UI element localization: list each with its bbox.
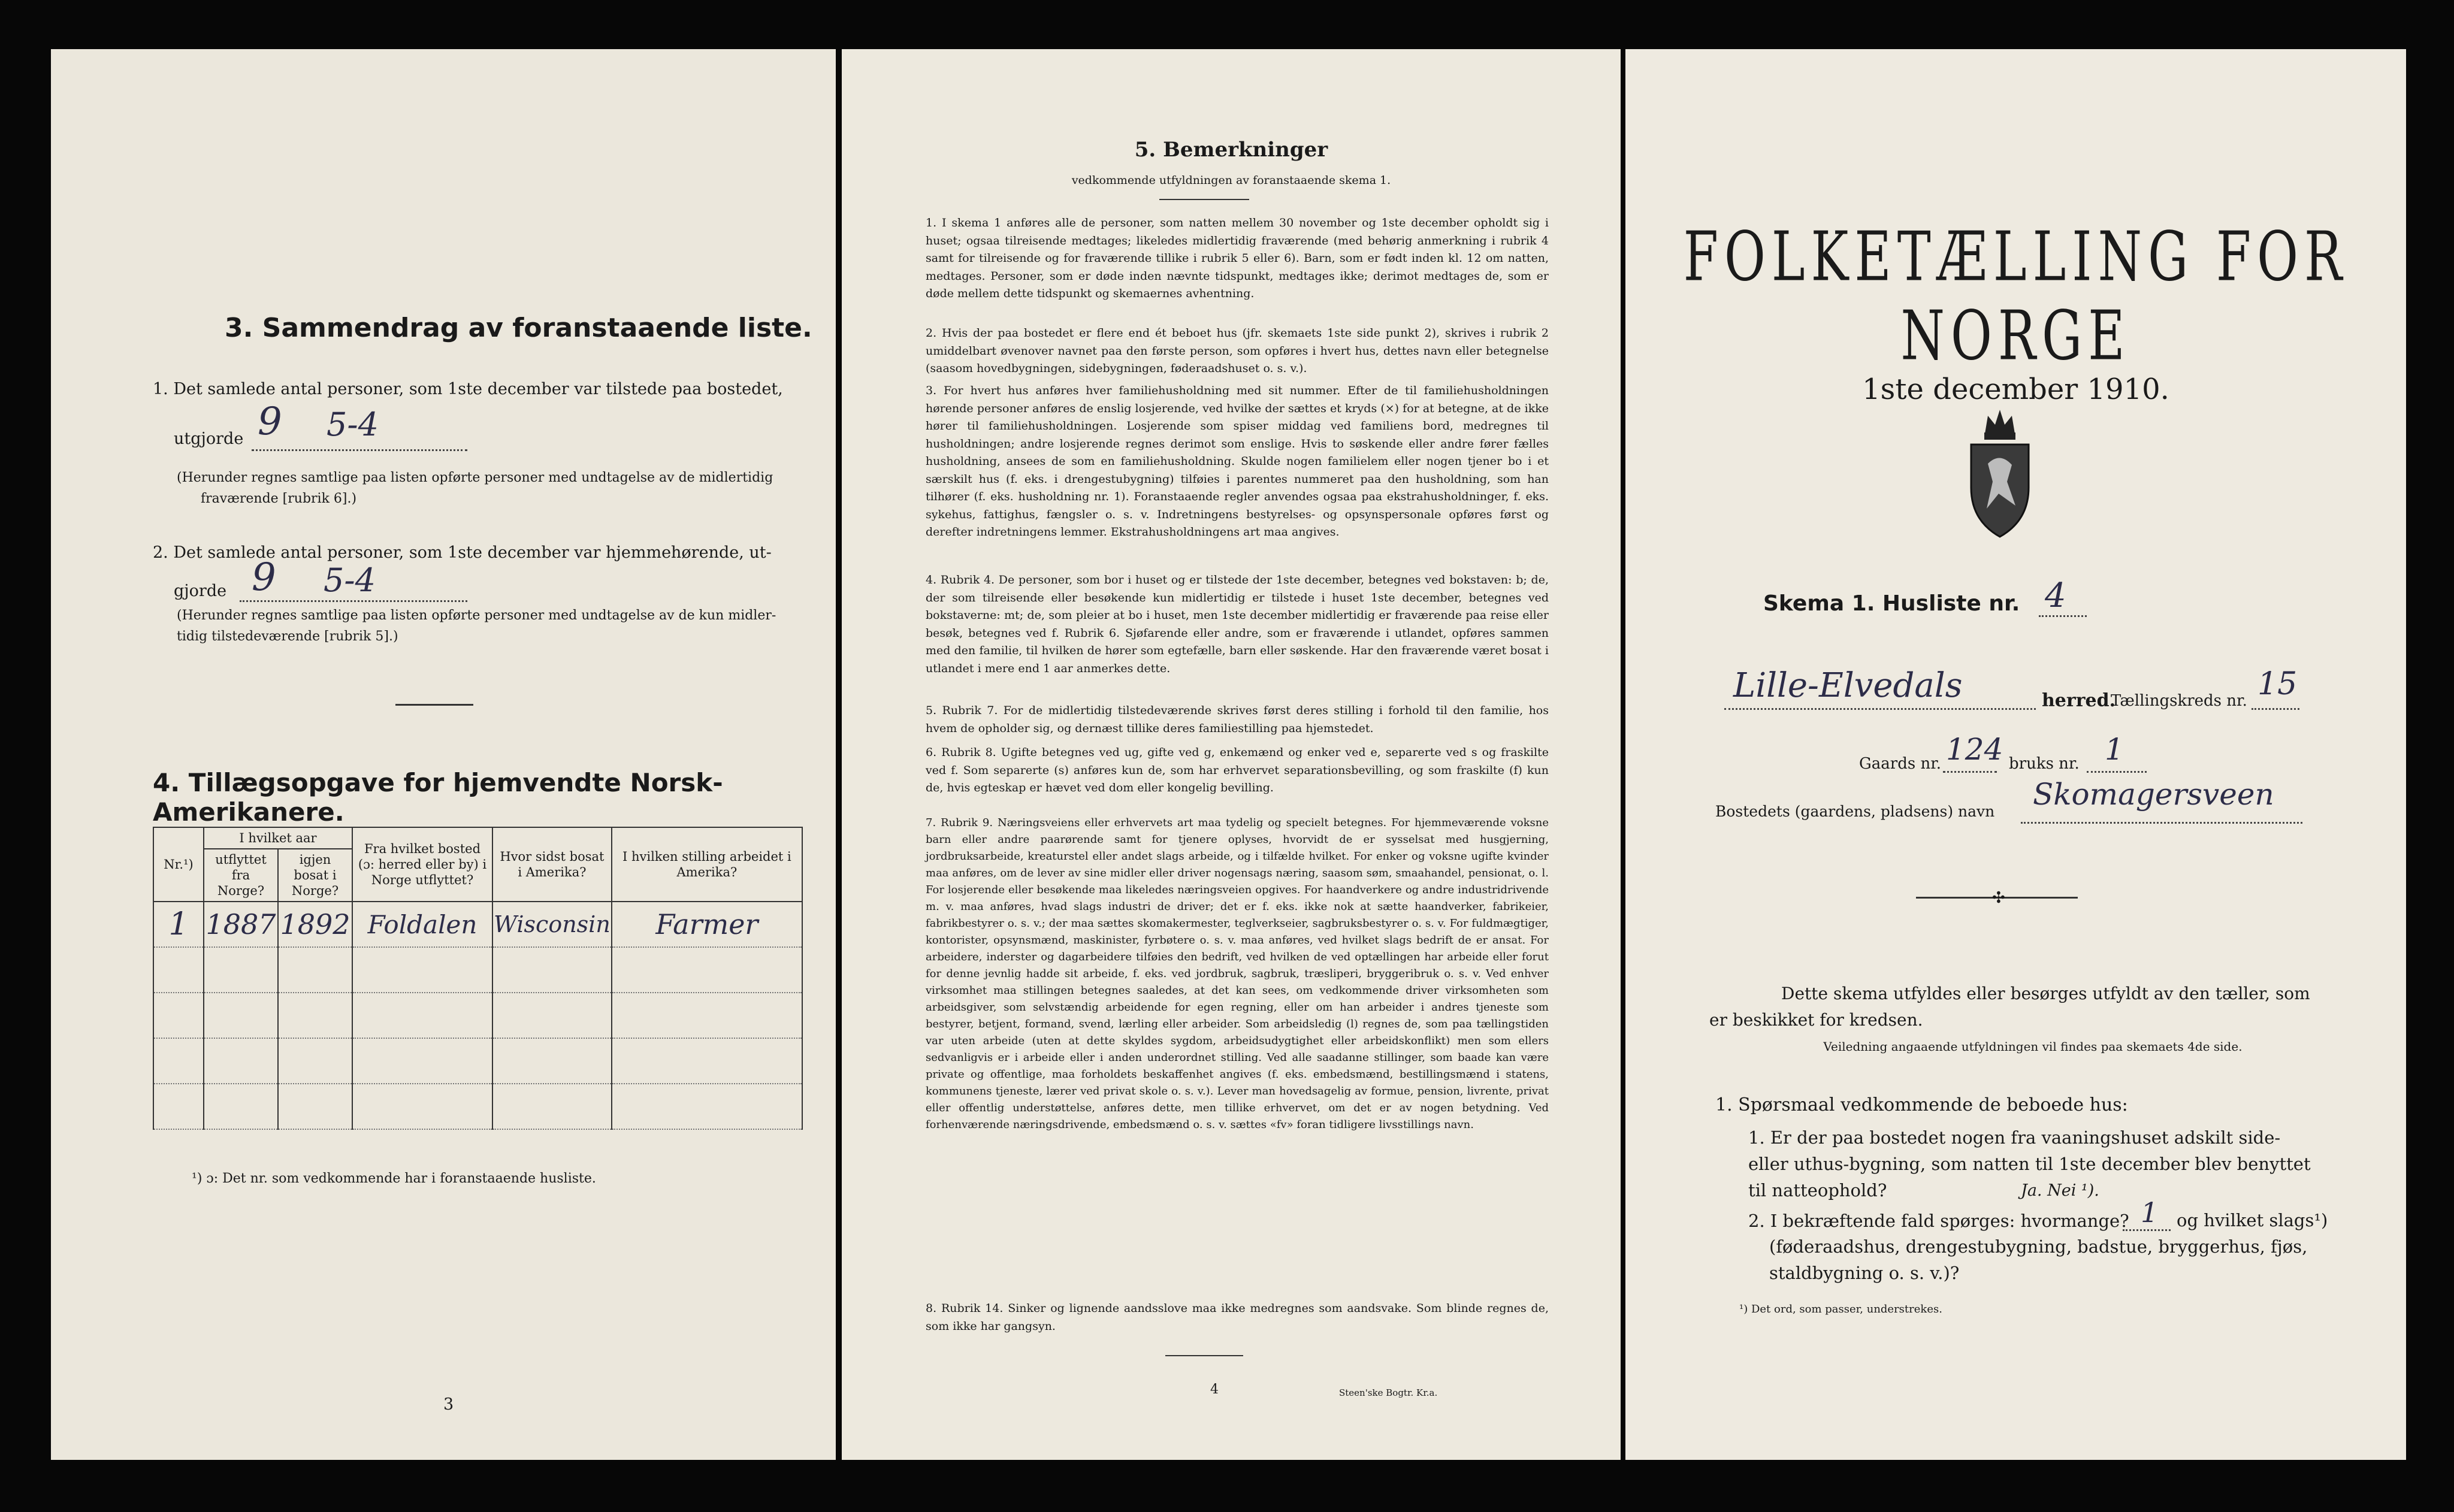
q1-note2: fraværende [rubrik 6].) (201, 491, 357, 506)
page-number: 4 (1210, 1382, 1219, 1397)
th-from-where: Fra hvilket bosted (ɔ: herred eller by) i Norge utflyttet? (352, 827, 492, 902)
table-row (153, 993, 802, 1038)
coat-of-arms-icon (1964, 398, 2036, 542)
row-returned: 1892 (278, 902, 352, 947)
herred-dotted (1724, 708, 2036, 710)
question-1: 1. Er der paa bostedet nogen fra vaaningshuset adskilt side- eller uthus-bygning, som natten til 1ste december blev benyttet til natteophold? (1748, 1127, 2311, 1200)
skema-label: Skema 1. Husliste nr. (1763, 591, 2020, 616)
q1-value: 9 (258, 400, 282, 444)
herred-label: herred. (2042, 690, 2116, 711)
th-occupation: I hvilken stilling arbeidet i Amerika? (612, 827, 802, 902)
husliste-dotted (2039, 615, 2087, 617)
herred-value: Lille-Elvedals (1733, 666, 1963, 705)
remark-item-8: 8. Rubrik 14. Sinker og lignende aandsslove maa ikke medregnes som aandsvake. Som blinde regnes de, som ikke har gangsyn. (926, 1302, 1549, 1333)
census-title: FOLKETÆLLING FOR NORGE (1683, 217, 2349, 376)
q2-line1: 2. Det samlede antal personer, som 1ste december var hjemmehørende, ut- (153, 543, 772, 562)
row-nr: 1 (153, 902, 204, 947)
bosted-dotted (2021, 822, 2302, 824)
q2-dotted-line (240, 600, 467, 602)
kreds-label: Tællingskreds nr. (2111, 692, 2247, 710)
table-footnote: ¹) ɔ: Det nr. som vedkommende har i foranstaaende husliste. (192, 1171, 596, 1186)
table-row (153, 1084, 802, 1129)
divider (1165, 1355, 1243, 1356)
right-page (1625, 49, 2406, 1460)
remarks-title: 5. Bemerkninger (1134, 138, 1328, 162)
page-number: 3 (443, 1395, 454, 1414)
middle-page (842, 49, 1621, 1460)
ornament-icon: ✣ (1992, 889, 2005, 907)
remarks-subtitle: vedkommende utfyldningen av foranstaaende skema 1. (1071, 174, 1391, 187)
q2-value: 9 (252, 555, 276, 600)
section3-title: 3. Sammendrag av foranstaaende liste. (225, 313, 812, 343)
divider (1159, 199, 1249, 200)
gaards-dotted (1943, 771, 1997, 773)
question-2-count: 1 (2141, 1196, 2159, 1229)
q2-breakdown: 5-4 (324, 561, 376, 599)
remark-item-2: 2. Hvis der paa bostedet er flere end ét beboet hus (jfr. skemaets 1ste side punkt 2), skrives i rubrik 2 umiddelbart øvenover navnet paa den første person, som opføres i hvert hus, dettes navn eller betegnelse (saasom hovedbygningen, sidebygningen, føderaadshuset o. s. v.). (926, 326, 1549, 375)
remark-item-3: 3. For hvert hus anføres hver familiehusholdning med sit nummer. Efter de til familiehusholdningen hørende personer anføres de enslig losjerende, ved hvilke der sættes et kryds (×) for at betegne, at de ikke hører til familiehusholdningen. Losjerende som spiser middag ved familiens bord, medregnes til husholdningen; andre losjerende regnes derimot som enslige. Hvis to søskende eller andre fører fælles husholdning, ansees de som en familiehusholdning. Skulde nogen familielem eller nogen tjener bo i et særskilt hus (f. eks. i drengestubygning) tilføies i parentes nummeret paa den husholdning, som han tilhører (f. eks. husholdning nr. 1). Foranstaaende regler anvendes ogsaa paa ekstrahusholdninger, f. eks. sykehus, fattighus, fængsler o. s. v. Indretningens bestyrelses- og opsynspersonale opføres først og derefter indretningens lemmer. Ekstrahusholdningens art maa angives. (926, 384, 1549, 539)
printer-mark: Steen'ske Bogtr. Kr.a. (1339, 1387, 1438, 1398)
table-row (153, 1038, 802, 1084)
right-footnote: ¹) Det ord, som passer, understrekes. (1739, 1303, 1942, 1316)
q1-note1: (Herunder regnes samtlige paa listen opførte personer med undtagelse av de midlertidig (177, 470, 773, 485)
remark-item-4: 4. Rubrik 4. De personer, som bor i huset og er tilstede der 1ste december, betegnes ved bokstaven: b; de, der som tilreisende eller besøkende kun midlertidig er tilstede i huset 1ste december, betegnes ved bokstaverne: mt; de, som pleier at bo i huset, men 1ste december midlertidig er fraværende paa reise eller besøk, betegnes ved f. Rubrik 6. Sjøfarende eller andre, som er fraværende i utlandet, opføres sammen med den familie, til hvilken de hører som egtefælle, barn eller søskende. Har den fraværende været bosat i utlandet i mere end 1 aar anmerkes dette. (926, 573, 1549, 675)
husliste-nr: 4 (2045, 576, 2066, 615)
q2-note2: tidig tilstedeværende [rubrik 5].) (177, 629, 398, 644)
q1-label: utgjorde (174, 430, 244, 448)
row-from-where: Foldalen (352, 902, 492, 947)
th-last-residence: Hvor sidst bosat i Amerika? (492, 827, 612, 902)
kreds-dotted (2251, 708, 2299, 710)
remark-item-1: 1. I skema 1 anføres alle de personer, som natten mellem 30 november og 1ste december opholdt sig i huset; ogsaa tilreisende medtages; likeledes midlertidig fraværende (med behørig anmerkning i rubrik 4 samt for tilreisende og for fraværende tillike i rubrik 5 eller 6). Barn, som er født inden kl. 12 om natten, medtages. Personer, som er døde inden nævnte tidspunkt, medtages ikke; derimot medtages de, som er døde mellem dette tidspunkt og skemaernes avhentning. (926, 216, 1549, 300)
row-occupation: Farmer (612, 902, 802, 947)
remark-item-5: 5. Rubrik 7. For de midlertidig tilstedeværende skrives først deres stilling i forhold til den familie, hos hvem de opholder sig, og dernæst tillike deres familiestilling paa hjemstedet. (926, 704, 1549, 735)
remark-item-7: 7. Rubrik 9. Næringsveiens eller erhvervets art maa tydelig og specielt betegnes. For hjemmeværende voksne barn eller andre paarørende samt for tjenere oplyses, hvorvidt de er sysselsat med husgjerning, jordbruksarbeide, kreaturstel eller andet slags arbeide, og i tilfælde hvilket. For enker og voksne ugifte kvinder maa anføres, om de lever av sine midler eller driver nogensags næring, saasom søm, smaahandel, pensionat, o. l. For losjerende eller besøkende maa likeledes næringsveien opgives. For haandverkere og andre industridrivende m. v. maa anføres, hvad slags industri de driver; det er f. eks. ikke nok at sætte haandverker, fabrikeier, fabrikbestyrer o. s. v.; der maa sættes skomakermester, teglverkseier, sagbruksbestyrer o. s. v. For fuldmægtiger, kontorister, opsynsmænd, maskinister, fyrbøtere o. s. v. maa anføres, ved hvilket slags bedrift de er ansat. For arbeidere, inderster og dagarbeidere tilføies den bedrift, ved hvilken de ved optællingen har arbeide eller forut for denne jevnlig hadde sit arbeide, f. eks. ved jordbruk, sagbruk, træsliperi, bryggeribruk o. s. v. Ved enhver virksomhet maa stillingen betegnes saaledes, at det kan sees, om vedkommende driver virksomheten som arbeidsgiver, som selvstændig arbeidende for egen regning, eller om han arbeider i andres tjeneste som bestyrer, betjent, formand, svend, lærling eller arbeider. Som arbeidsledig (l) regnes de, som paa tællingstiden var uten arbeide (uten at dette skyldes sygdom, arbeidsudygtighet eller arbeidskonflikt) men som ellers sedvanligvis er i arbeide eller i anden underordnet stilling. Ved alle saadanne stillinger, som baade kan være private og offentlige, maa forholdets beskaffenhet angives (f. eks. embedsmænd, bestillingsmænd i statens, kommunens tjeneste, lærer ved privat skole o. s. v.). Lever man hovedsagelig av formue, pension, livrente, privat eller offentlig understøttelse, anføres dette, men tillike erhvervet, om det er av nogen betydning. Ved forhenværende næringsdrivende, embedsmænd o. s. v. sættes «fv» foran tidligere livsstillings navn. (926, 817, 1549, 1131)
question-2-rest: og hvilket slags¹) (føderaadshus, drengestubygning, badstue, bryggerhus, fjøs, staldbygning o. s. v.)? (1769, 1210, 2328, 1283)
q2-label: gjorde (174, 582, 227, 600)
bruks-value: 1 (2105, 732, 2124, 767)
q1-breakdown: 5-4 (327, 406, 379, 443)
kreds-value: 15 (2257, 666, 2298, 702)
norsk-amerikanere-table (153, 827, 803, 1130)
left-page (51, 49, 836, 1460)
q2-note1: (Herunder regnes samtlige paa listen opførte personer med undtagelse av de kun midler- (177, 608, 776, 623)
table-row (153, 947, 802, 993)
question-2: 2. I bekræftende fald spørges: hvormange? (1748, 1211, 2129, 1231)
th-year-group: I hvilket aar (204, 827, 352, 849)
q1-dotted-line (252, 449, 467, 451)
census-date: 1ste december 1910. (1862, 373, 2169, 406)
bosted-value: Skomagersveen (2033, 777, 2274, 812)
gaards-value: 124 (1946, 732, 2003, 767)
bruks-label: bruks nr. (2009, 755, 2080, 773)
divider (395, 704, 473, 706)
section4-title: 4. Tillægsopgave for hjemvendte Norsk-Amerikanere. (153, 768, 723, 827)
th-nr: Nr.¹) (153, 827, 204, 902)
th-emigrated: utflyttet fra Norge? (204, 849, 278, 902)
q1-line1: 1. Det samlede antal personer, som 1ste december var tilstede paa bostedet, (153, 380, 783, 398)
row-last-residence: Wisconsin (492, 902, 612, 947)
table-row (153, 902, 802, 947)
bosted-label: Bostedets (gaardens, pladsens) navn (1715, 803, 1995, 820)
intro-guidance: Veiledning angaaende utfyldningen vil findes paa skemaets 4de side. (1823, 1039, 2243, 1054)
gaards-label: Gaards nr. (1859, 755, 1942, 773)
questions-heading: 1. Spørsmaal vedkommende de beboede hus: (1715, 1094, 2128, 1115)
bruks-dotted (2087, 771, 2147, 773)
intro-text: Dette skema utfyldes eller besørges utfyldt av den tæller, som er beskikket for kredsen. (1709, 984, 2310, 1030)
question-1-answer: Ja. Nei ¹). (2021, 1181, 2099, 1200)
th-returned: igjen bosat i Norge? (278, 849, 352, 902)
remark-item-6: 6. Rubrik 8. Ugifte betegnes ved ug, gifte ved g, enkemænd og enker ved e, separerte ved s og fraskilte ved f. Som separerte (s) anføres kun de, som har erhvervet separationsbevilling, og som fraskilte (f) kun de, hvis egteskap er hævet ved dom eller kongelig bevilling. (926, 746, 1549, 794)
row-emigrated: 1887 (204, 902, 278, 947)
